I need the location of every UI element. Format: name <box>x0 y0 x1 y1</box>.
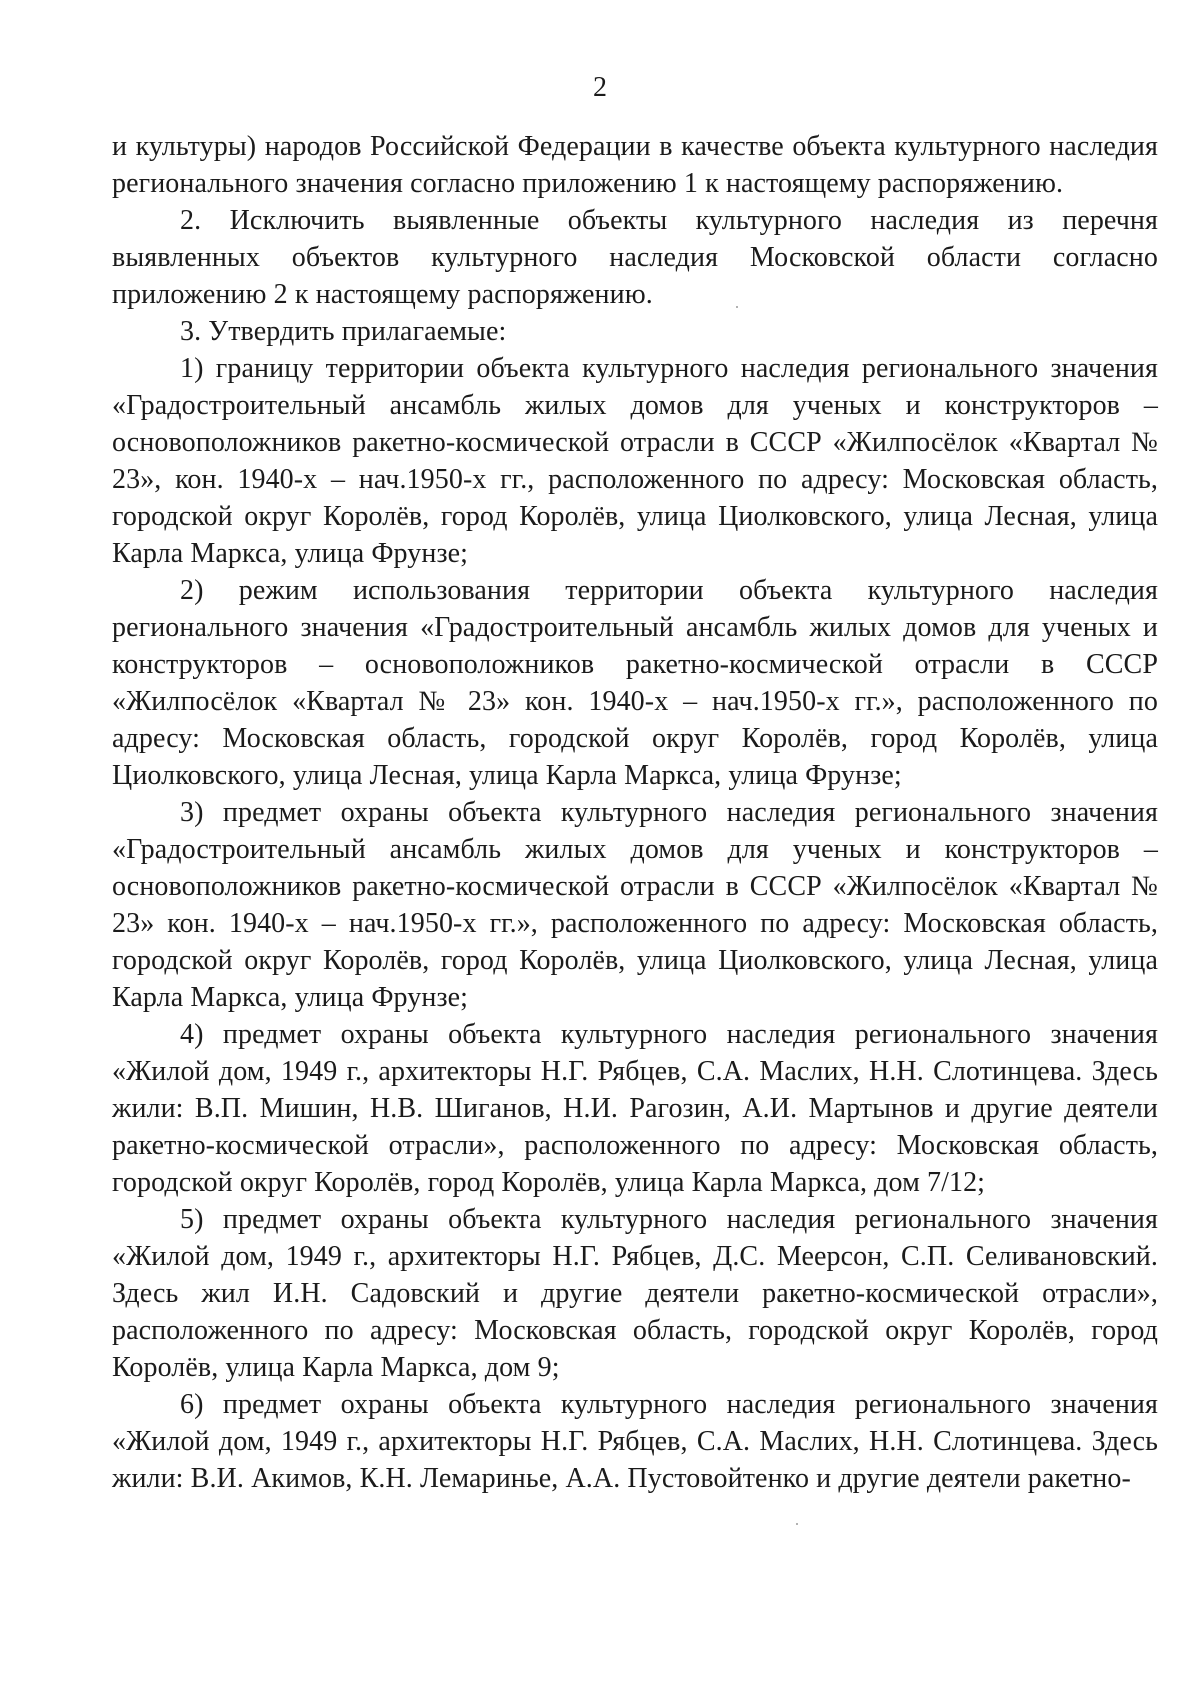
paragraph-continuation: и культуры) народов Российской Федерации в качестве объекта культурного наследия регионального значения согласно приложению 1 к настоящему распоряжению. <box>112 131 1158 199</box>
paragraph-item-3: 3. Утвердить прилагаемые: <box>180 316 507 347</box>
paragraph-subitem-3: 3) предмет охраны объекта культурного наследия регионального значения «Градостроительный ансамбль жилых домов для ученых и конструкторов – основоположников ракетно-космической отрасли в СССР «Жилпосёлок «Квартал № 23» кон. 1940-х – нач.1950-х гг.», расположенного по адресу: Московская область, городской округ Королёв, город Королёв, улица Циолковского, улица Лесная, улица Карла Маркса, улица Фрунзе; <box>112 797 1158 1013</box>
scan-speck <box>736 306 738 308</box>
document-body <box>112 128 1158 1497</box>
paragraph-subitem-2: 2) режим использования территории объекта культурного наследия регионального значения «Градостроительный ансамбль жилых домов для ученых и конструкторов – основоположников ракетно-космической отрасли в СССР «Жилпосёлок «Квартал № 23» кон. 1940-х – нач.1950-х гг.», расположенного по адресу: Московская область, городской округ Королёв, город Королёв, улица Циолковского, улица Лесная, улица Карла Маркса, улица Фрунзе; <box>112 575 1158 791</box>
paragraph-subitem-6: 6) предмет охраны объекта культурного наследия регионального значения «Жилой дом, 1949 г., архитекторы Н.Г. Рябцев, С.А. Маслих, Н.Н. Слотинцева. Здесь жили: В.И. Акимов, К.Н. Лемаринье, А.А. Пустовойтенко и другие деятели ракетно- <box>112 1389 1158 1494</box>
scan-speck <box>796 1523 798 1525</box>
paragraph-subitem-5: 5) предмет охраны объекта культурного наследия регионального значения «Жилой дом, 1949 г., архитекторы Н.Г. Рябцев, Д.С. Меерсон, С.П. Селивановский. Здесь жил И.Н. Садовский и другие деятели ракетно-космической отрасли», расположенного по адресу: Московская область, городской округ Королёв, город Королёв, улица Карла Маркса, дом 9; <box>112 1204 1158 1383</box>
paragraph-item-2: 2. Исключить выявленные объекты культурного наследия из перечня выявленных объектов культурного наследия Московской области согласно приложению 2 к настоящему распоряжению. <box>112 205 1158 310</box>
page-number: 2 <box>593 72 607 103</box>
paragraph-subitem-1: 1) границу территории объекта культурного наследия регионального значения «Градостроительный ансамбль жилых домов для ученых и конструкторов – основоположников ракетно-космической отрасли в СССР «Жилпосёлок «Квартал № 23», кон. 1940-х – нач.1950-х гг., расположенного по адресу: Московская область, городской округ Королёв, город Королёв, улица Циолковского, улица Лесная, улица Карла Маркса, улица Фрунзе; <box>112 353 1158 569</box>
paragraph-subitem-4: 4) предмет охраны объекта культурного наследия регионального значения «Жилой дом, 1949 г., архитекторы Н.Г. Рябцев, С.А. Маслих, Н.Н. Слотинцева. Здесь жили: В.П. Мишин, Н.В. Шиганов, Н.И. Рагозин, А.И. Мартынов и другие деятели ракетно-космической отрасли», расположенного по адресу: Московская область, городской округ Королёв, город Королёв, улица Карла Маркса, дом 7/12; <box>112 1019 1158 1198</box>
